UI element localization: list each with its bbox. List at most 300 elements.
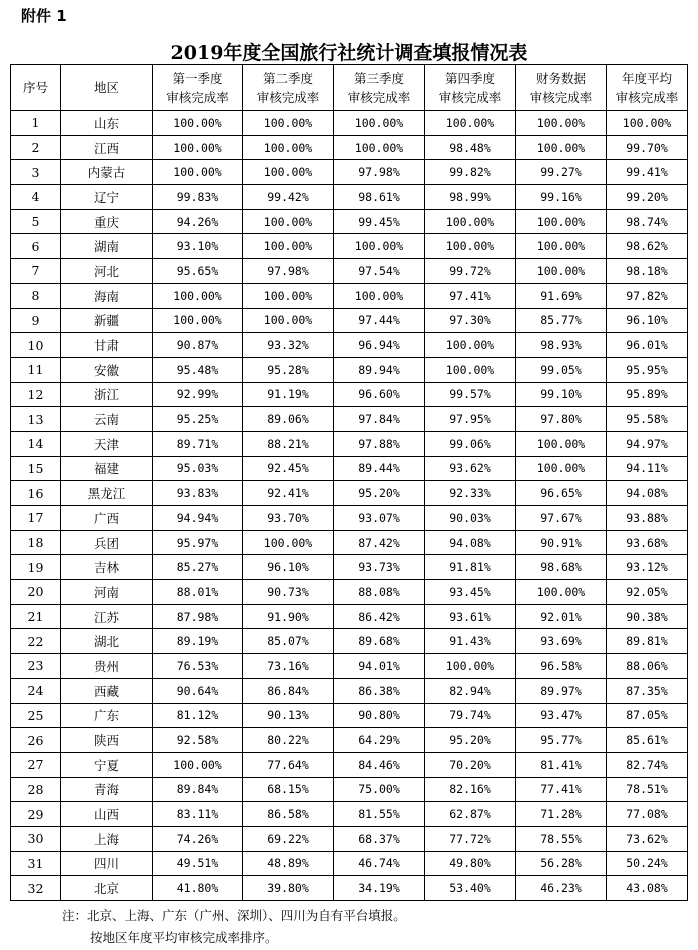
table-row: [11, 308, 688, 333]
row-index-cell: 14: [11, 431, 61, 456]
column-header: [61, 65, 153, 111]
rate-cell: 92.33%: [425, 481, 516, 506]
column-header-line1: 第二季度: [262, 70, 313, 86]
rate-cell: 80.22%: [243, 728, 334, 753]
rate-cell: 99.41%: [607, 160, 688, 185]
row-index-cell: 16: [11, 481, 61, 506]
column-header-line1: 序号: [22, 80, 48, 95]
rate-cell: 91.19%: [243, 382, 334, 407]
rate-cell: 92.41%: [243, 481, 334, 506]
rate-cell: 82.16%: [425, 777, 516, 802]
rate-cell: 83.11%: [153, 802, 243, 827]
column-header-line2: 审核完成率: [166, 89, 229, 105]
region-cell: 福建: [61, 456, 153, 481]
column-header-line2: 审核完成率: [347, 89, 411, 105]
region-cell: 甘肃: [61, 333, 153, 358]
note-line-1: 注：北京、上海、广东（广州、深圳）、四川为自有平台填报。: [62, 908, 406, 923]
rate-cell: 96.94%: [334, 333, 425, 358]
row-index-cell: 30: [11, 826, 61, 851]
rate-cell: 98.74%: [607, 209, 688, 234]
region-cell: 宁夏: [61, 752, 153, 777]
rate-cell: 68.15%: [243, 777, 334, 802]
rate-cell: 100.00%: [153, 308, 243, 333]
rate-cell: 95.89%: [607, 382, 688, 407]
column-header: [11, 65, 61, 111]
rate-cell: 87.98%: [153, 604, 243, 629]
row-index-cell: 24: [11, 678, 61, 703]
rate-cell: 68.37%: [334, 826, 425, 851]
rate-cell: 43.08%: [607, 876, 688, 901]
region-cell: 内蒙古: [61, 160, 153, 185]
rate-cell: 90.87%: [153, 333, 243, 358]
rate-cell: 81.12%: [153, 703, 243, 728]
row-index-cell: 19: [11, 555, 61, 580]
rate-cell: 88.06%: [607, 654, 688, 679]
table-row: [11, 530, 688, 555]
rate-cell: 97.82%: [607, 283, 688, 308]
rate-cell: 97.44%: [334, 308, 425, 333]
rate-cell: 100.00%: [425, 333, 516, 358]
document-title: 2019年度全国旅行社统计调查填报情况表: [170, 42, 528, 64]
rate-cell: 100.00%: [516, 259, 607, 284]
rate-cell: 92.99%: [153, 382, 243, 407]
rate-cell: 93.62%: [425, 456, 516, 481]
rate-cell: 93.61%: [425, 604, 516, 629]
rate-cell: 93.45%: [425, 580, 516, 605]
table-row: [11, 407, 688, 432]
rate-cell: 90.91%: [516, 530, 607, 555]
rate-cell: 93.68%: [607, 530, 688, 555]
rate-cell: 97.98%: [334, 160, 425, 185]
rate-cell: 87.05%: [607, 703, 688, 728]
table-header-row: [11, 65, 688, 111]
rate-cell: 93.69%: [516, 629, 607, 654]
rate-cell: 98.62%: [607, 234, 688, 259]
rate-cell: 96.10%: [607, 308, 688, 333]
rate-cell: 76.53%: [153, 654, 243, 679]
rate-cell: 50.24%: [607, 851, 688, 876]
rate-cell: 100.00%: [153, 135, 243, 160]
column-header-line1: 地区: [93, 80, 119, 95]
row-index-cell: 9: [11, 308, 61, 333]
rate-cell: 100.00%: [516, 431, 607, 456]
table-row: [11, 728, 688, 753]
region-cell: 广西: [61, 506, 153, 531]
table-row: [11, 111, 688, 136]
rate-cell: 94.26%: [153, 209, 243, 234]
rate-cell: 85.07%: [243, 629, 334, 654]
column-header: [334, 65, 425, 111]
rate-cell: 48.89%: [243, 851, 334, 876]
row-index-cell: 2: [11, 135, 61, 160]
rate-cell: 100.00%: [243, 135, 334, 160]
rate-cell: 95.48%: [153, 357, 243, 382]
table-row: [11, 876, 688, 901]
rate-cell: 99.72%: [425, 259, 516, 284]
row-index-cell: 5: [11, 209, 61, 234]
rate-cell: 93.47%: [516, 703, 607, 728]
region-cell: 四川: [61, 851, 153, 876]
rate-cell: 100.00%: [425, 234, 516, 259]
rate-cell: 53.40%: [425, 876, 516, 901]
table-row: [11, 357, 688, 382]
rate-cell: 98.99%: [425, 185, 516, 210]
rate-cell: 85.61%: [607, 728, 688, 753]
rate-cell: 100.00%: [425, 357, 516, 382]
rate-cell: 92.05%: [607, 580, 688, 605]
rate-cell: 97.88%: [334, 431, 425, 456]
row-index-cell: 7: [11, 259, 61, 284]
rate-cell: 95.20%: [334, 481, 425, 506]
rate-cell: 100.00%: [425, 654, 516, 679]
table-row: [11, 851, 688, 876]
rate-cell: 97.41%: [425, 283, 516, 308]
column-header: [153, 65, 243, 111]
rate-cell: 94.08%: [425, 530, 516, 555]
region-cell: 吉林: [61, 555, 153, 580]
row-index-cell: 31: [11, 851, 61, 876]
rate-cell: 89.94%: [334, 357, 425, 382]
row-index-cell: 1: [11, 111, 61, 136]
region-cell: 贵州: [61, 654, 153, 679]
rate-cell: 91.81%: [425, 555, 516, 580]
table-row: [11, 826, 688, 851]
rate-cell: 88.21%: [243, 431, 334, 456]
rate-cell: 74.26%: [153, 826, 243, 851]
region-cell: 湖北: [61, 629, 153, 654]
rate-cell: 93.73%: [334, 555, 425, 580]
table-body: [11, 111, 688, 901]
rate-cell: 77.72%: [425, 826, 516, 851]
rate-cell: 90.38%: [607, 604, 688, 629]
region-cell: 浙江: [61, 382, 153, 407]
rate-cell: 94.08%: [607, 481, 688, 506]
region-cell: 广东: [61, 703, 153, 728]
region-cell: 北京: [61, 876, 153, 901]
column-header-line2: 审核完成率: [529, 89, 593, 105]
rate-cell: 89.81%: [607, 629, 688, 654]
rate-cell: 89.68%: [334, 629, 425, 654]
rate-cell: 95.95%: [607, 357, 688, 382]
rate-cell: 93.12%: [607, 555, 688, 580]
rate-cell: 62.87%: [425, 802, 516, 827]
region-cell: 山东: [61, 111, 153, 136]
rate-cell: 95.97%: [153, 530, 243, 555]
rate-cell: 90.73%: [243, 580, 334, 605]
table-row: [11, 234, 688, 259]
rate-cell: 99.05%: [516, 357, 607, 382]
region-cell: 湖南: [61, 234, 153, 259]
rate-cell: 99.70%: [607, 135, 688, 160]
rate-cell: 78.55%: [516, 826, 607, 851]
rate-cell: 92.01%: [516, 604, 607, 629]
table-row: [11, 506, 688, 531]
table-notes: [62, 905, 406, 949]
table-row: [11, 456, 688, 481]
row-index-cell: 21: [11, 604, 61, 629]
column-header-line2: 审核完成率: [615, 89, 679, 105]
rate-cell: 91.90%: [243, 604, 334, 629]
rate-cell: 69.22%: [243, 826, 334, 851]
rate-cell: 64.29%: [334, 728, 425, 753]
column-header-line2: 审核完成率: [438, 89, 502, 105]
rate-cell: 71.28%: [516, 802, 607, 827]
row-index-cell: 28: [11, 777, 61, 802]
region-cell: 河南: [61, 580, 153, 605]
table-row: [11, 777, 688, 802]
rate-cell: 100.00%: [516, 135, 607, 160]
region-cell: 安徽: [61, 357, 153, 382]
table-row: [11, 160, 688, 185]
rate-cell: 100.00%: [425, 111, 516, 136]
region-cell: 辽宁: [61, 185, 153, 210]
rate-cell: 98.48%: [425, 135, 516, 160]
rate-cell: 85.27%: [153, 555, 243, 580]
rate-cell: 100.00%: [334, 283, 425, 308]
rate-cell: 90.64%: [153, 678, 243, 703]
rate-cell: 100.00%: [334, 234, 425, 259]
rate-cell: 73.16%: [243, 654, 334, 679]
table-row: [11, 555, 688, 580]
rate-cell: 99.20%: [607, 185, 688, 210]
rate-cell: 75.00%: [334, 777, 425, 802]
rate-cell: 89.97%: [516, 678, 607, 703]
rate-cell: 90.13%: [243, 703, 334, 728]
row-index-cell: 27: [11, 752, 61, 777]
rate-cell: 78.51%: [607, 777, 688, 802]
region-cell: 重庆: [61, 209, 153, 234]
rate-cell: 97.98%: [243, 259, 334, 284]
region-cell: 海南: [61, 283, 153, 308]
rate-cell: 81.55%: [334, 802, 425, 827]
column-header: [607, 65, 688, 111]
rate-cell: 97.80%: [516, 407, 607, 432]
rate-cell: 46.23%: [516, 876, 607, 901]
column-header: [516, 65, 607, 111]
rate-cell: 100.00%: [243, 308, 334, 333]
table-row: [11, 259, 688, 284]
rate-cell: 100.00%: [153, 283, 243, 308]
rate-cell: 95.20%: [425, 728, 516, 753]
note-line-2: 按地区年度平均审核完成率排序。: [90, 930, 278, 945]
row-index-cell: 13: [11, 407, 61, 432]
statistics-table: [10, 64, 688, 901]
rate-cell: 98.61%: [334, 185, 425, 210]
region-cell: 天津: [61, 431, 153, 456]
rate-cell: 39.80%: [243, 876, 334, 901]
rate-cell: 86.58%: [243, 802, 334, 827]
rate-cell: 94.11%: [607, 456, 688, 481]
rate-cell: 86.42%: [334, 604, 425, 629]
table-row: [11, 209, 688, 234]
rate-cell: 89.71%: [153, 431, 243, 456]
rate-cell: 100.00%: [425, 209, 516, 234]
rate-cell: 100.00%: [243, 234, 334, 259]
rate-cell: 97.95%: [425, 407, 516, 432]
rate-cell: 100.00%: [516, 580, 607, 605]
row-index-cell: 15: [11, 456, 61, 481]
rate-cell: 99.10%: [516, 382, 607, 407]
region-cell: 上海: [61, 826, 153, 851]
column-header: [425, 65, 516, 111]
rate-cell: 95.58%: [607, 407, 688, 432]
rate-cell: 89.44%: [334, 456, 425, 481]
rate-cell: 100.00%: [516, 234, 607, 259]
rate-cell: 73.62%: [607, 826, 688, 851]
rate-cell: 100.00%: [153, 111, 243, 136]
rate-cell: 95.03%: [153, 456, 243, 481]
rate-cell: 93.10%: [153, 234, 243, 259]
rate-cell: 100.00%: [607, 111, 688, 136]
table-row: [11, 678, 688, 703]
table-row: [11, 580, 688, 605]
rate-cell: 99.27%: [516, 160, 607, 185]
column-header-line1: 第一季度: [172, 70, 223, 86]
rate-cell: 100.00%: [243, 530, 334, 555]
rate-cell: 93.83%: [153, 481, 243, 506]
row-index-cell: 11: [11, 357, 61, 382]
table-row: [11, 283, 688, 308]
row-index-cell: 10: [11, 333, 61, 358]
row-index-cell: 6: [11, 234, 61, 259]
rate-cell: 99.45%: [334, 209, 425, 234]
region-cell: 青海: [61, 777, 153, 802]
rate-cell: 77.41%: [516, 777, 607, 802]
table-row: [11, 654, 688, 679]
rate-cell: 82.74%: [607, 752, 688, 777]
rate-cell: 100.00%: [516, 111, 607, 136]
table-row: [11, 604, 688, 629]
rate-cell: 100.00%: [153, 752, 243, 777]
rate-cell: 96.10%: [243, 555, 334, 580]
region-cell: 河北: [61, 259, 153, 284]
row-index-cell: 22: [11, 629, 61, 654]
rate-cell: 93.70%: [243, 506, 334, 531]
rate-cell: 94.01%: [334, 654, 425, 679]
rate-cell: 97.84%: [334, 407, 425, 432]
region-cell: 新疆: [61, 308, 153, 333]
rate-cell: 84.46%: [334, 752, 425, 777]
rate-cell: 46.74%: [334, 851, 425, 876]
column-header-line1: 财务数据: [535, 70, 586, 86]
rate-cell: 96.58%: [516, 654, 607, 679]
rate-cell: 94.97%: [607, 431, 688, 456]
rate-cell: 91.43%: [425, 629, 516, 654]
rate-cell: 79.74%: [425, 703, 516, 728]
rate-cell: 96.60%: [334, 382, 425, 407]
table-row: [11, 481, 688, 506]
rate-cell: 88.08%: [334, 580, 425, 605]
rate-cell: 77.08%: [607, 802, 688, 827]
rate-cell: 49.51%: [153, 851, 243, 876]
region-cell: 云南: [61, 407, 153, 432]
rate-cell: 90.03%: [425, 506, 516, 531]
column-header: [243, 65, 334, 111]
rate-cell: 99.83%: [153, 185, 243, 210]
rate-cell: 88.01%: [153, 580, 243, 605]
rate-cell: 100.00%: [516, 209, 607, 234]
table-row: [11, 431, 688, 456]
rate-cell: 100.00%: [153, 160, 243, 185]
row-index-cell: 20: [11, 580, 61, 605]
row-index-cell: 12: [11, 382, 61, 407]
rate-cell: 92.58%: [153, 728, 243, 753]
row-index-cell: 8: [11, 283, 61, 308]
row-index-cell: 3: [11, 160, 61, 185]
rate-cell: 97.67%: [516, 506, 607, 531]
rate-cell: 100.00%: [243, 111, 334, 136]
rate-cell: 94.94%: [153, 506, 243, 531]
row-index-cell: 26: [11, 728, 61, 753]
region-cell: 西藏: [61, 678, 153, 703]
rate-cell: 95.77%: [516, 728, 607, 753]
rate-cell: 100.00%: [516, 456, 607, 481]
rate-cell: 99.82%: [425, 160, 516, 185]
rate-cell: 89.84%: [153, 777, 243, 802]
rate-cell: 56.28%: [516, 851, 607, 876]
rate-cell: 86.38%: [334, 678, 425, 703]
rate-cell: 81.41%: [516, 752, 607, 777]
rate-cell: 98.68%: [516, 555, 607, 580]
row-index-cell: 25: [11, 703, 61, 728]
column-header-line1: 年度平均: [621, 70, 672, 86]
rate-cell: 97.54%: [334, 259, 425, 284]
row-index-cell: 23: [11, 654, 61, 679]
column-header-line1: 第四季度: [444, 70, 495, 86]
rate-cell: 87.42%: [334, 530, 425, 555]
rate-cell: 97.30%: [425, 308, 516, 333]
rate-cell: 91.69%: [516, 283, 607, 308]
region-cell: 陕西: [61, 728, 153, 753]
region-cell: 黑龙江: [61, 481, 153, 506]
row-index-cell: 32: [11, 876, 61, 901]
table-row: [11, 382, 688, 407]
rate-cell: 41.80%: [153, 876, 243, 901]
rate-cell: 89.19%: [153, 629, 243, 654]
rate-cell: 99.42%: [243, 185, 334, 210]
rate-cell: 70.20%: [425, 752, 516, 777]
rate-cell: 90.80%: [334, 703, 425, 728]
rate-cell: 92.45%: [243, 456, 334, 481]
rate-cell: 82.94%: [425, 678, 516, 703]
rate-cell: 100.00%: [334, 111, 425, 136]
table-row: [11, 802, 688, 827]
rate-cell: 98.93%: [516, 333, 607, 358]
rate-cell: 99.06%: [425, 431, 516, 456]
rate-cell: 93.07%: [334, 506, 425, 531]
row-index-cell: 18: [11, 530, 61, 555]
table-row: [11, 333, 688, 358]
rate-cell: 89.06%: [243, 407, 334, 432]
column-header-line2: 审核完成率: [256, 89, 320, 105]
rate-cell: 96.65%: [516, 481, 607, 506]
row-index-cell: 29: [11, 802, 61, 827]
region-cell: 山西: [61, 802, 153, 827]
column-header-line1: 第三季度: [353, 70, 404, 86]
rate-cell: 100.00%: [334, 135, 425, 160]
table-row: [11, 629, 688, 654]
rate-cell: 93.32%: [243, 333, 334, 358]
rate-cell: 100.00%: [243, 283, 334, 308]
rate-cell: 49.80%: [425, 851, 516, 876]
rate-cell: 95.25%: [153, 407, 243, 432]
rate-cell: 77.64%: [243, 752, 334, 777]
rate-cell: 100.00%: [243, 160, 334, 185]
region-cell: 江西: [61, 135, 153, 160]
rate-cell: 85.77%: [516, 308, 607, 333]
rate-cell: 34.19%: [334, 876, 425, 901]
region-cell: 江苏: [61, 604, 153, 629]
